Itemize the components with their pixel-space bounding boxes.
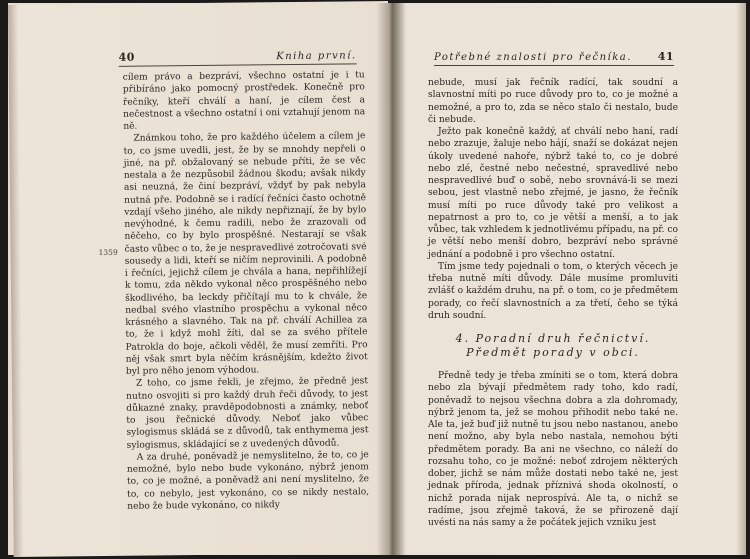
left-page (8, 1, 394, 557)
page-edge (736, 3, 746, 555)
header-rule (119, 63, 357, 66)
page-number: 40 (118, 50, 135, 64)
body-text (428, 77, 678, 529)
body-text (123, 69, 370, 513)
book-gutter (376, 3, 406, 555)
paragraph: cílem právo a bezpráví, všechno ostatní je i tu přibíráno jako pomocný prostředek. Konečně pro řečníky, kteří chválí a haní, je cílem čest a nečestnost a všechno ostatní i oni vztahují jenom na ně. (122, 70, 366, 132)
paragraph: Ježto pak konečně každý, ať chválí nebo haní, radí nebo zrazuje, žaluje nebo hájí, snaží se dokázat nejen úkoly uvedené nahoře, nýbrž také to, co je dobré nebo zlé, čestné nebo nečestné, spravedlivé nebo nespravedlivé buď o sobě, nebo srovnává-li se mezi sebou, jest vlastně nebo zřejmé, je jasno, že řečník musí míti po ruce důvody také pro velikost a nepatrnost a pro to, co je větší a menší, a to jak vůbec, tak vzhledem k jednotlivému případu, na př. co je větší nebo menší dobro, bezpráví nebo správné jednání a podobně i pro všechno ostatní. (428, 127, 678, 260)
margin-line-number: 1359 (98, 247, 118, 258)
running-head: Kniha první. (276, 50, 357, 63)
paragraph: Tím jsme tedy pojednali o tom, o kterých věcech je třeba nutně míti důvody. Dále musíme promluviti zvlášť o každém druhu, na př. o tom, co je předmětem porady, co řečí slavnostních a za třetí, čeho se týká druh soudní. (428, 261, 678, 321)
paragraph: Předně tedy je třeba zmíniti se o tom, která dobra nebo zla bývají předmětem rady toho, kdo radí, poněvadž to nejsou všechna dobra a zla dohromady, nýbrž jenom ta, jež se mohou přihodit nebo také ne. Ale ta, jež buď již nutně tu jsou nebo nastanou, anebo není možno, aby byla nebo nastala, nemohou býti předmětem porady. Ba ani ne všechno, co náleží do rozsahu toho, co je možné: neboť zdrojem některých dober, jichž se nám může dostati nebo také ne, jest jednak příroda, jednak příznivá shoda okolností, o nichž porada nijak neprospívá. Ale ta, o nichž se radíme, jsou zřejmě taková, že se přirozeně dají uvésti na nás samy a že počátek jejich vzniku jest (428, 371, 678, 528)
paragraph: Známkou toho, že pro každého účelem a cílem je to, co jsme uvedli, jest, že by se mnohdy nepřeli o jiné, na př. obžalovaný se nebude příti, že se věc nestala a že nezpůsobil žádnou škodu; avšak nikdy asi neuzná, že činí bezpráví, vždyť by pak nebyla nutná pře. Podobně se i radící řečníci často ochotně vzdají všeho jiného, ale nikdy nepřiznají, že by bylo nevýhodné, k čemu radili, nebo že zrazovali od něčeho, co by bylo prospěšné. Nestarají se však často vůbec o to, že je nespravedlivé zotročovati své sousedy a lidi, kteří se ničím neprovinili. A podobně i řečníci, jejichž cílem je chvála a hana, nepřihlížejí k tomu, zda někdo vykonal něco prospěšného nebo škodlivého, ba leckdy přičítají mu to k chvále, že nedbal svého vlastního prospěchu a vykonal něco krásného a slavného. Tak na př. chválí Achillea za to, že i když mohl žíti, dal se za svého přítele Patrokla do boje, ačkoli věděl, že musí zemříti. Pro něj však smrt byla něčím krásnějším, kdežto život byl pro něho jenom výhodou. (123, 131, 368, 377)
header-rule (434, 65, 674, 66)
right-page (390, 3, 746, 555)
paragraph: A za druhé, poněvadž je nemyslitelno, že to, co je nemožné, bylo nebo bude vykonáno, nýbrž jenom to, co je možné, a poněvadž ani není myslitelno, že to, co nebylo, jest vykonáno, co se nikdy nestalo, nebo že bude vykonáno, co nikdy (126, 449, 370, 512)
page-header (434, 50, 674, 63)
paragraph: Z toho, co jsme řekli, je zřejmo, že předně jest nutno osvojiti si pro každý druh řeči důvody, to jest důkazné znaky, pravděpodobnosti a známky, neboť to jsou řečnické důvody. Neboť jako vůbec sylogismus skládá se z důvodů, tak enthymema jest sylogismus, skládající se z uvedených důvodů. (126, 376, 369, 451)
page-edge (8, 5, 24, 557)
running-head: Potřebné znalosti pro řečníka. (434, 52, 632, 63)
open-book-spread (8, 3, 746, 555)
page-number: 41 (657, 50, 674, 63)
paragraph: nebude, musí jak řečník radící, tak soudní a slavnostní míti po ruce důvody pro to, co je možné a nemožné, a pro to, zda se něco stalo či nestalo, bude či nebude. (428, 78, 678, 125)
section-heading: 4. Poradní druh řečnictví. Předmět porady v obci. (455, 332, 651, 359)
page-header (118, 48, 356, 63)
